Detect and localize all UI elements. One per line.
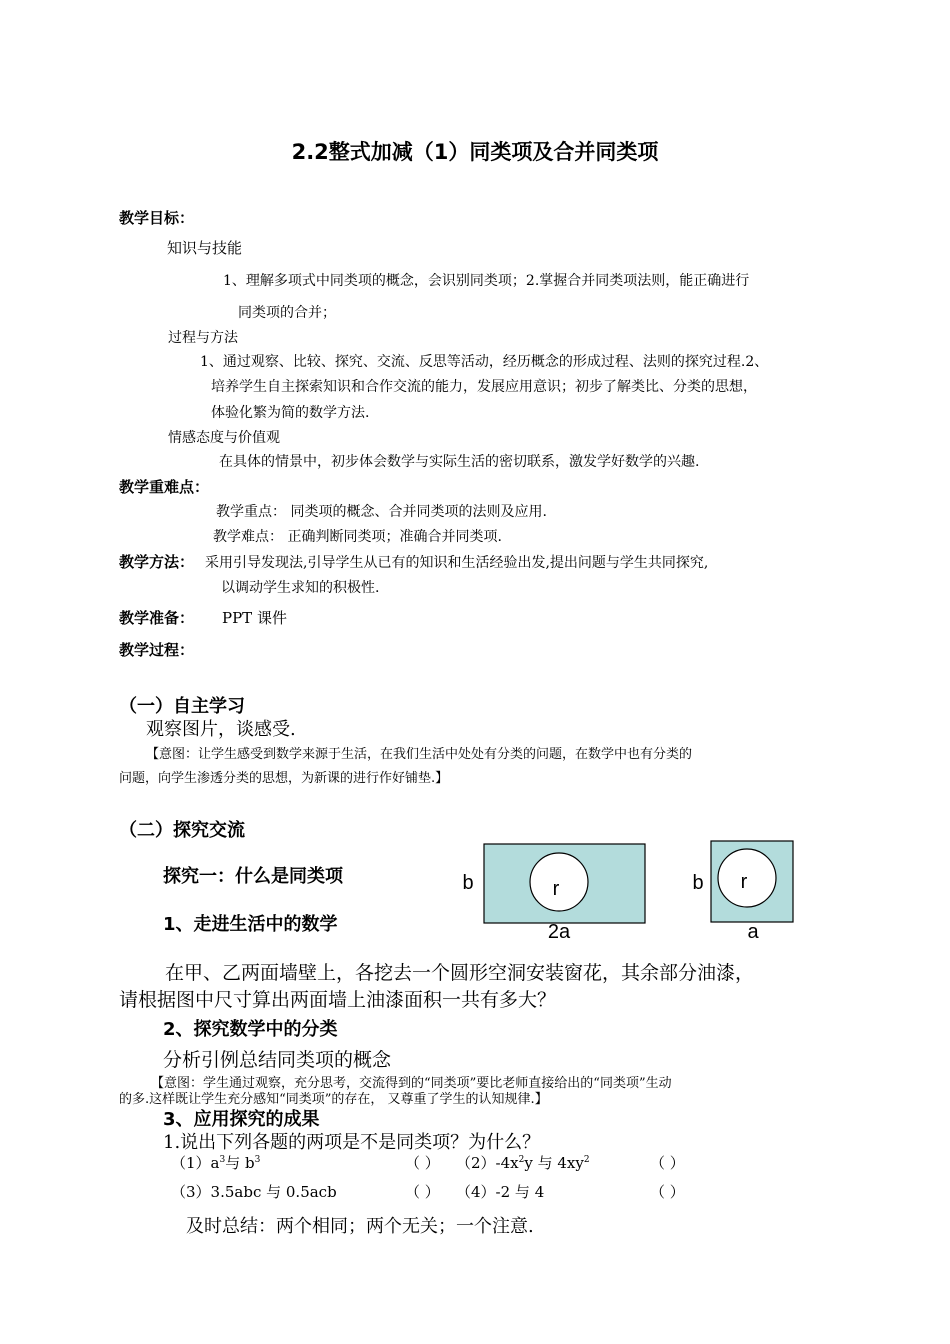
timely-summary: 及时总结：两个相同；两个无关；一个注意.	[186, 1216, 534, 1237]
attitude-label: 情感态度与价值观	[168, 430, 280, 446]
explore-one-heading: 探究一：什么是同类项	[163, 866, 343, 887]
section1-intent-1: 【意图：让学生感受到数学来源于生活，在我们生活中处处有分类的问题，在数学中也有分类的	[146, 747, 693, 762]
section2-heading: （二）探究交流	[119, 820, 245, 841]
objectives-heading: 教学目标：	[119, 209, 195, 227]
question-1: $(1)a^3$与 $b^3$	[171, 1154, 261, 1172]
question-4-answer-blank[interactable]: （ ）	[650, 1183, 685, 1201]
method-line-1: 采用引导发现法,引导学生从已有的知识和生活经验出发,提出问题与学生共同探究,	[205, 555, 709, 571]
process-line-2: 培养学生自主探索知识和合作交流的能力，发展应用意识；初步了解类比、分类的思想，	[211, 379, 757, 395]
question-2-answer-blank[interactable]: （ ）	[650, 1154, 685, 1172]
sub3-heading: 3、应用探究的成果	[163, 1109, 320, 1130]
knowledge-line-2: 同类项的合并；	[238, 305, 336, 321]
preparation-value: PPT 课件	[222, 609, 287, 627]
analysis-line: 分析引例总结同类项的概念	[163, 1049, 392, 1071]
wall-2-side-label: b	[692, 872, 704, 894]
question-4: （4）-2 与 4	[456, 1183, 545, 1201]
process-label: 过程与方法	[168, 330, 238, 346]
section2-intent-2: 的多.这样既让学生充分感知“同类项”的存在， 又尊重了学生的认知规律.】	[119, 1092, 548, 1107]
wall-1-bottom-label: 2a	[547, 921, 571, 943]
wall-1-radius-label: r	[552, 878, 560, 900]
wall-2-bottom-label: a	[747, 921, 759, 943]
method-heading: 教学方法：	[119, 553, 195, 571]
problem-line-2: 请根据图中尺寸算出两面墙上油漆面积一共有多大？	[119, 989, 557, 1011]
process-line-3: 体验化繁为简的数学方法.	[211, 405, 370, 421]
knowledge-label: 知识与技能	[167, 239, 243, 257]
key-points-heading: 教学重难点：	[119, 478, 210, 496]
page-title: 2.2整式加减（1）同类项及合并同类项	[291, 140, 659, 164]
knowledge-line-1: 1、理解多项式中同类项的概念，会识别同类项；2.掌握合并同类项法则，能正确进行	[223, 273, 750, 289]
question-3: （3）3.5abc 与 0.5acb	[171, 1183, 337, 1201]
key-focus: 教学重点： 同类项的概念、合并同类项的法则及应用.	[216, 504, 547, 520]
section2-intent-1: 【意图：学生通过观察，充分思考，交流得到的“同类项”要比老师直接给出的“同类项”生动	[151, 1076, 672, 1091]
problem-line-1: 在甲、乙两面墙壁上，各挖去一个圆形空洞安装窗花，其余部分油漆，	[165, 962, 755, 984]
attitude-line-1: 在具体的情景中，初步体会数学与实际生活的密切联系，激发学好数学的兴趣.	[219, 454, 700, 470]
preparation-heading: 教学准备：	[119, 609, 195, 627]
key-difficulty: 教学难点： 正确判断同类项；准确合并同类项.	[213, 529, 502, 545]
sub1-heading: 1、走进生活中的数学	[163, 914, 338, 935]
method-line-2: 以调动学生求知的积极性.	[221, 580, 380, 596]
process-line-1: 1、通过观察、比较、探究、交流、反思等活动，经历概念的形成过程、法则的探究过程.2、	[200, 354, 769, 370]
section1-intent-2: 问题，向学生渗透分类的思想，为新课的进行作好铺垫.】	[119, 771, 449, 786]
wall-2-radius-label: r	[740, 871, 748, 893]
section1-heading: （一）自主学习	[119, 696, 245, 717]
section1-line: 观察图片，谈感受.	[146, 719, 296, 740]
wall-1-side-label: b	[462, 872, 474, 894]
walls-figure	[455, 838, 815, 946]
question-1-answer-blank[interactable]: （ ）	[405, 1154, 440, 1172]
question-intro: 1.说出下列各题的两项是不是同类项？为什么？	[163, 1132, 541, 1153]
sub2-heading: 2、探究数学中的分类	[163, 1019, 338, 1040]
question-2: $(2)-4x^2y$ 与 $4xy^2$	[456, 1154, 590, 1172]
process-heading: 教学过程：	[119, 641, 195, 659]
question-3-answer-blank[interactable]: （ ）	[405, 1183, 440, 1201]
